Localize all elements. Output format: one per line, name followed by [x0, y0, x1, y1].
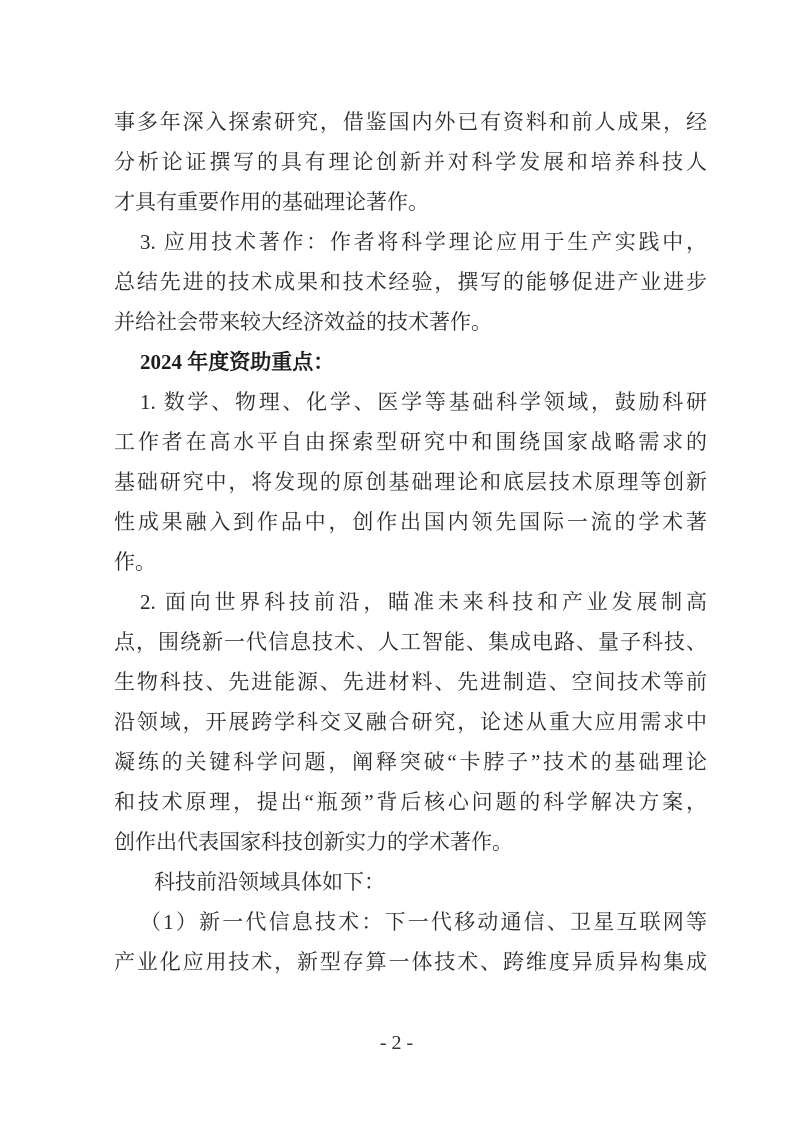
text-line: 才具有重要作用的基础理论著作。 [114, 190, 429, 214]
text-line: 3. 应用技术著作：作者将科学理论应用于生产实践中， [140, 230, 707, 254]
text-line: 创作出代表国家科技创新实力的学术著作。 [114, 830, 513, 854]
text-line: 性成果融入到作品中，创作出国内领先国际一流的学术著 [114, 510, 707, 534]
text-line: 点，围绕新一代信息技术、人工智能、集成电路、量子科技、 [114, 630, 707, 654]
text-line: 沿领域，开展跨学科交叉融合研究，论述从重大应用需求中 [114, 710, 707, 734]
text-line: 事多年深入探索研究，借鉴国内外已有资料和前人成果，经 [114, 110, 707, 134]
text-line: 凝练的关键科学问题，阐释突破“卡脖子”技术的基础理论 [114, 750, 707, 774]
text-line: 生物科技、先进能源、先进材料、先进制造、空间技术等前 [114, 670, 707, 694]
text-line: 作。 [114, 550, 156, 574]
text-line: （1）新一代信息技术：下一代移动通信、卫星互联网等 [140, 910, 707, 934]
text-line: 2. 面向世界科技前沿，瞄准未来科技和产业发展制高 [140, 590, 707, 614]
document-body [114, 102, 707, 982]
text-line: 基础研究中，将发现的原创基础理论和底层技术原理等创新 [114, 470, 707, 494]
section-heading: 2024 年度资助重点： [140, 350, 335, 374]
text-line: 工作者在高水平自由探索型研究中和围绕国家战略需求的 [114, 430, 707, 454]
text-line: 科技前沿领域具体如下： [154, 870, 385, 894]
text-line: 总结先进的技术成果和技术经验，撰写的能够促进产业进步 [114, 270, 707, 294]
text-line: 分析论证撰写的具有理论创新并对科学发展和培养科技人 [114, 150, 707, 174]
text-line: 和技术原理，提出“瓶颈”背后核心问题的科学解决方案， [114, 790, 707, 814]
page-number: - 2 - [379, 1032, 414, 1054]
text-line: 1. 数学、物理、化学、医学等基础科学领域，鼓励科研 [140, 390, 707, 414]
text-line: 产业化应用技术，新型存算一体技术、跨维度异质异构集成 [114, 950, 707, 974]
text-line: 并给社会带来较大经济效益的技术著作。 [114, 310, 492, 334]
